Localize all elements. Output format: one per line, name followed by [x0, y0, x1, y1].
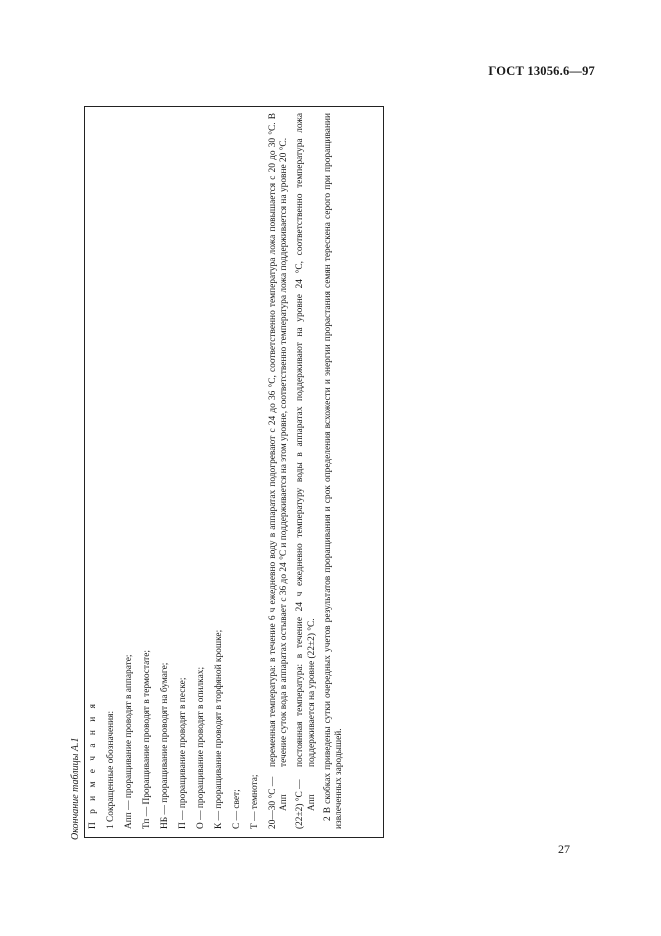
- table-caption: Окончание таблицы А.1: [70, 737, 81, 840]
- abbrev-item: Апп — проращивание проводят в аппарате;: [124, 654, 134, 829]
- abbrev-item: О — проращивание проводят в опилках;: [196, 666, 206, 829]
- definition-term: [295, 767, 317, 829]
- rotated-table-region: [70, 100, 386, 840]
- abbrev-title: 1 Сокращенные обозначения:: [106, 710, 116, 829]
- term-label: 20—30 °С —: [268, 776, 278, 829]
- constant-temperature-definition: [295, 113, 317, 829]
- abbrev-item: НБ — проращивание проводят на бумаге;: [160, 662, 170, 829]
- notes-heading: П р и м е ч а н и я: [88, 701, 98, 829]
- term-sublabel: Апп: [306, 794, 317, 811]
- abbrev-item: П — проращивание проводят в песке;: [178, 677, 188, 829]
- term-label: (22±2) °С —: [295, 779, 306, 829]
- page-number: 27: [558, 842, 570, 856]
- abbrev-item: С — свет;: [232, 789, 242, 829]
- definition-term: [268, 767, 290, 829]
- term-sublabel: Апп: [279, 794, 290, 811]
- abbrev-item: Тп — Проращивание проводят в термостате;: [142, 650, 152, 829]
- standard-header: ГОСТ 13056.6—97: [488, 64, 595, 78]
- abbrev-item: Т — темнота;: [250, 774, 260, 829]
- definition-text: переменная температура: в течение 6 ч ежедневно воду в аппаратах подогревают с 24 до 36 °С, соответственно температура ложа повышается с 20 до 30 °С. В течение суток вода в аппаратах остывает с 36 до 24 °С и поддерживается на этом уровне, соответственно температура ложа поддерживается на уровне 20 °С.: [268, 113, 290, 767]
- note-2: 2 В скобках приведены сутки очередных учетов результатов проращивания и срок определения всхожести и энергии прорастания семян терескена серого при проращивании извлеченных зародышей.: [322, 113, 345, 829]
- variable-temperature-definition: [268, 113, 290, 829]
- notes-box: [84, 106, 384, 838]
- definition-text: постоянная температура: в течение 24 ч ежедневно температуру воды в аппаратах поддерживают на уровне 24 °С, соответственно температура ложа поддерживается на уровне (22±2) °С.: [295, 113, 317, 767]
- abbrev-item: К — проращивание проводят в торфяной крошке;: [214, 629, 224, 829]
